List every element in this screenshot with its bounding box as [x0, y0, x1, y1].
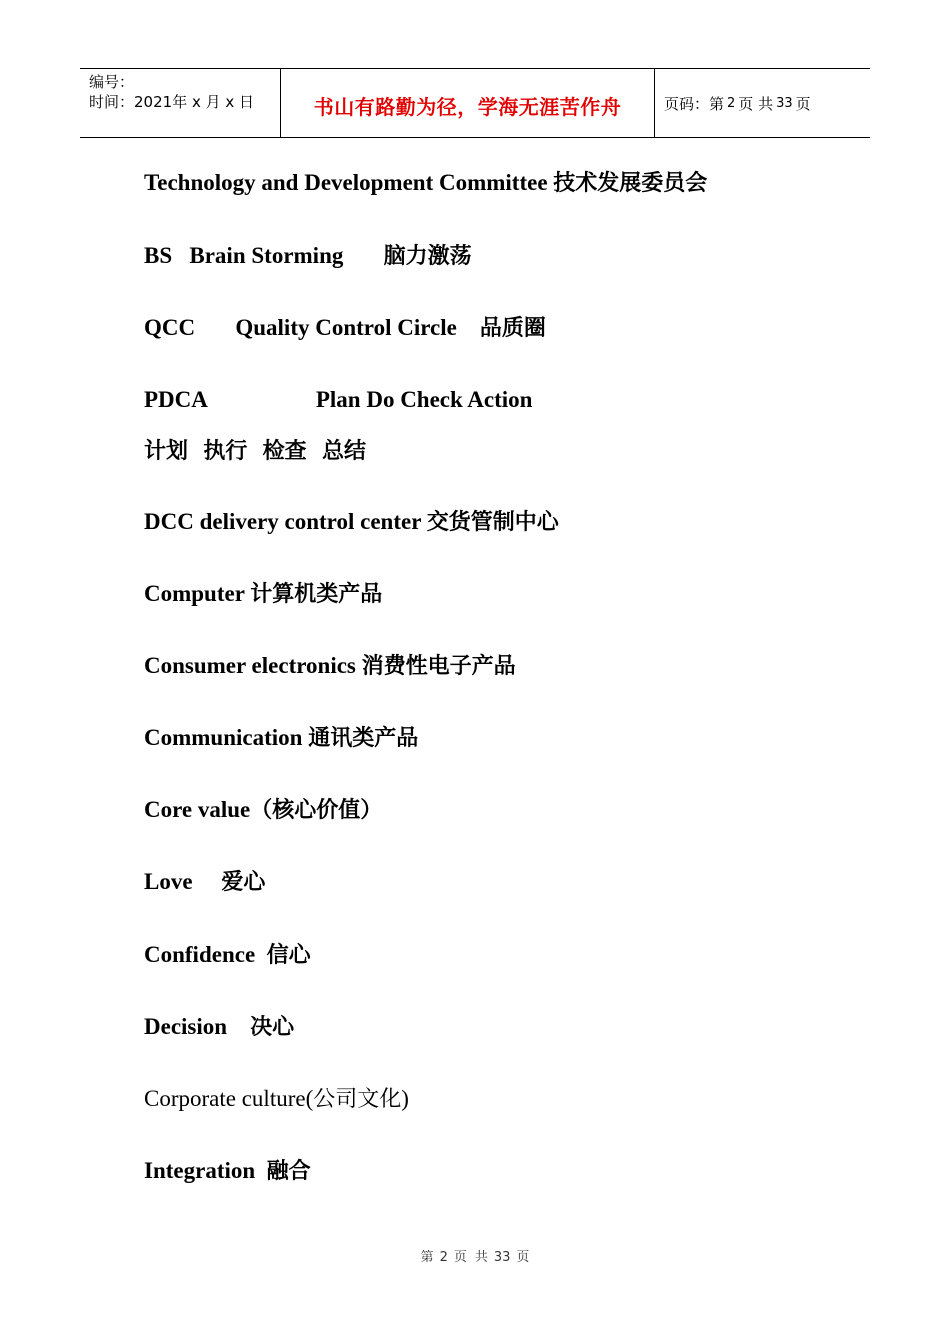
term-line: [144, 1012, 294, 1043]
term-line: [144, 723, 418, 754]
term-en: Decision: [144, 1014, 251, 1039]
term-zh: 爱心: [221, 870, 266, 895]
term-zh: 技术发展委员会: [553, 171, 708, 196]
term-zh: 品质圈: [479, 316, 546, 341]
footer-suffix: 页: [516, 1250, 530, 1265]
term-en: Core value: [144, 797, 251, 822]
term-en: PDCA Plan Do Check Action: [144, 387, 533, 412]
footer-current: 2: [439, 1250, 448, 1265]
document-number-label: 编号：: [89, 73, 135, 91]
header-meta: [80, 69, 281, 137]
term-zh: 决心: [250, 1015, 295, 1040]
term-en: BS Brain Storming: [144, 243, 384, 268]
page-current: 2: [727, 95, 736, 111]
page-total: 33: [776, 95, 793, 111]
term-zh: 公司文化: [313, 1087, 402, 1112]
term-line: [144, 867, 265, 898]
term-tail: ): [401, 1086, 409, 1111]
term-en: Consumer electronics: [144, 653, 362, 678]
term-zh: 通讯类产品: [308, 726, 419, 751]
term-line: [144, 940, 311, 971]
page-end: 页: [795, 94, 811, 113]
term-zh: 融合: [266, 1159, 311, 1184]
footer-mid2: 共: [474, 1250, 488, 1265]
header-motto-cell: [281, 69, 655, 137]
term-line: [144, 168, 707, 199]
term-en: Corporate culture(: [144, 1086, 314, 1111]
term-line: [144, 1156, 311, 1187]
time-rest: 年 x 月 x 日: [172, 93, 255, 111]
term-zh: 交货管制中心: [426, 510, 559, 535]
term-zh: 脑力激荡: [383, 244, 472, 269]
term-zh: 信心: [266, 943, 311, 968]
term-zh: （核心价值）: [250, 798, 383, 823]
time-label: 时间：: [89, 93, 135, 111]
term-en: Communication: [144, 725, 309, 750]
document-time: [89, 92, 280, 112]
header-page-info: [655, 69, 870, 137]
term-line: [144, 385, 532, 416]
term-line: [144, 579, 382, 610]
term-zh: 计划 执行 检查 总结: [144, 439, 366, 464]
time-year: 2021: [134, 93, 173, 111]
page-header: [80, 68, 870, 138]
term-zh: 计算机类产品: [250, 582, 383, 607]
term-en: QCC Quality Control Circle: [144, 315, 480, 340]
term-line: [144, 795, 382, 826]
term-line: [144, 651, 516, 682]
term-en: Integration: [144, 1158, 267, 1183]
term-line: [144, 313, 546, 344]
term-line: [144, 507, 559, 538]
page-footer: [0, 1246, 950, 1265]
page-label: 页码：第: [664, 94, 725, 113]
footer-total: 33: [493, 1250, 511, 1265]
footer-prefix: 第: [420, 1250, 434, 1265]
term-line: [144, 1084, 409, 1115]
term-en: Confidence: [144, 942, 267, 967]
term-en: DCC delivery control center: [144, 509, 427, 534]
page-mid: 页 共: [738, 94, 774, 113]
term-line: [144, 436, 366, 467]
term-en: Love: [144, 869, 222, 894]
term-en: Computer: [144, 581, 251, 606]
term-zh: 消费性电子产品: [361, 654, 516, 679]
term-en: Technology and Development Committee: [144, 170, 554, 195]
footer-mid1: 页: [453, 1250, 467, 1265]
term-line: [144, 241, 472, 272]
motto: 书山有路勤为径，学海无涯苦作舟: [313, 94, 622, 119]
